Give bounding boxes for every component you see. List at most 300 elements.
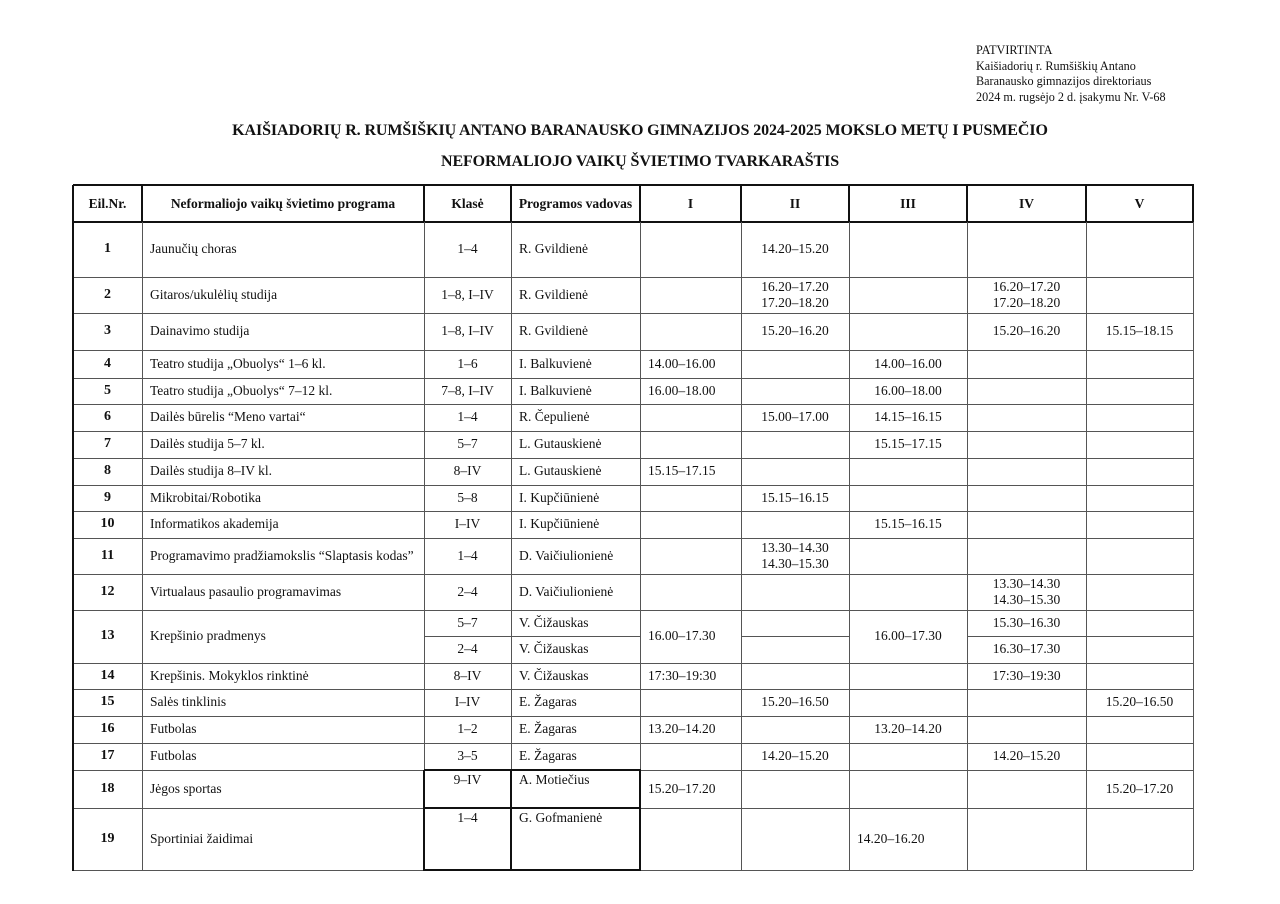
class-range-text: 1–4	[457, 810, 478, 825]
column-header-class	[424, 185, 511, 222]
day-v-time	[1086, 808, 1193, 870]
day-ii-time	[741, 277, 849, 313]
program-leader	[511, 743, 640, 770]
day-i-time-text: 13.20–14.20	[648, 721, 716, 737]
day-ii-time	[741, 313, 849, 350]
day-iv-time	[967, 511, 1086, 538]
day-iii-time	[849, 538, 967, 574]
day-ii-time	[741, 378, 849, 404]
program-name-text: Futbolas	[150, 748, 197, 764]
day-i-time	[640, 770, 741, 808]
program-leader-text: I. Balkuvienė	[519, 382, 592, 398]
program-leader	[511, 716, 640, 743]
day-i-time	[640, 743, 741, 770]
program-leader-text: E. Žagaras	[519, 748, 577, 764]
program-name	[142, 485, 424, 511]
column-header-day-ii-text: II	[789, 196, 801, 211]
row-number	[73, 770, 142, 808]
table-rule	[73, 574, 1193, 575]
program-leader-text: I. Kupčiūnienė	[519, 516, 600, 532]
table-rule	[73, 184, 1194, 186]
table-rule	[73, 313, 1193, 314]
program-leader-text: V. Čižauskas	[519, 641, 589, 657]
day-ii-time	[741, 404, 849, 431]
table-rule	[73, 221, 1194, 223]
class-range	[424, 610, 511, 636]
class-range	[424, 511, 511, 538]
day-iii-time	[849, 313, 967, 350]
day-ii-time	[741, 743, 849, 770]
class-range-text: 1–6	[457, 355, 478, 371]
day-iii-time	[849, 716, 967, 743]
table-rule	[73, 538, 1193, 539]
row-number-text: 16	[100, 721, 115, 737]
row-number-text: 10	[100, 516, 115, 532]
day-v-time	[1086, 511, 1193, 538]
day-i-time	[640, 716, 741, 743]
row-number	[73, 808, 142, 870]
day-ii-time-text: 13.30–14.30 14.30–15.30	[761, 539, 829, 571]
program-name-text: Programavimo pradžiamokslis “Slaptasis kodas”	[150, 547, 414, 563]
program-name-text: Jėgos sportas	[150, 780, 222, 796]
row-number-text: 11	[100, 547, 115, 563]
day-i-time	[640, 431, 741, 458]
day-iii-time	[849, 277, 967, 313]
day-iii-time	[849, 689, 967, 716]
day-i-time	[640, 350, 741, 378]
day-i-time	[640, 222, 741, 277]
class-range-text: 2–4	[457, 583, 478, 599]
program-leader	[511, 511, 640, 538]
class-range	[424, 277, 511, 313]
day-iii-time	[849, 485, 967, 511]
program-leader	[511, 770, 640, 808]
day-i-time-text: 15.20–17.20	[648, 780, 716, 796]
program-name-text: Sportiniai žaidimai	[150, 830, 254, 846]
program-leader	[511, 574, 640, 610]
table-rule	[424, 769, 641, 771]
class-range	[424, 313, 511, 350]
day-iv-time-text: 15.30–16.30	[992, 614, 1061, 630]
program-name	[142, 458, 424, 485]
approval-block	[976, 43, 1166, 105]
day-ii-time	[741, 538, 849, 574]
program-leader-text: R. Čepulienė	[519, 409, 590, 425]
program-name	[142, 610, 424, 663]
class-range	[424, 636, 511, 663]
class-range	[424, 538, 511, 574]
class-range-text: I–IV	[454, 694, 481, 710]
program-name	[142, 743, 424, 770]
column-header-day-v	[1086, 185, 1193, 222]
program-name	[142, 277, 424, 313]
table-rule	[424, 636, 640, 637]
day-iv-time-text: 16.30–17.30	[992, 641, 1061, 657]
row-number	[73, 350, 142, 378]
table-rule	[740, 185, 742, 223]
day-iv-time	[967, 277, 1086, 313]
table-rule	[1192, 185, 1194, 223]
program-name	[142, 716, 424, 743]
day-ii-time	[741, 574, 849, 610]
class-range-text: 5–7	[457, 614, 478, 630]
row-number	[73, 511, 142, 538]
row-number-text: 5	[104, 382, 111, 398]
day-v-time	[1086, 277, 1193, 313]
day-iv-time	[967, 663, 1086, 689]
program-leader	[511, 636, 640, 663]
row-number	[73, 277, 142, 313]
program-leader	[511, 378, 640, 404]
table-rule	[73, 350, 1193, 351]
day-v-time	[1086, 716, 1193, 743]
day-v-time-text: 15.15–18.15	[1105, 323, 1174, 339]
class-range-text: 8–IV	[453, 463, 482, 479]
program-name	[142, 222, 424, 277]
day-v-time	[1086, 663, 1193, 689]
table-rule	[73, 431, 1193, 432]
table-rule	[424, 869, 641, 871]
day-iv-time	[967, 485, 1086, 511]
column-header-program	[142, 185, 424, 222]
table-rule	[73, 511, 1193, 512]
day-iv-time	[967, 716, 1086, 743]
day-ii-time-text: 14.20–15.20	[761, 241, 829, 257]
class-range-text: 1–4	[457, 547, 478, 563]
program-leader-text: V. Čižauskas	[519, 667, 589, 683]
table-rule	[73, 378, 1193, 379]
row-number-text: 2	[104, 286, 111, 302]
day-i-time	[640, 610, 741, 663]
day-iii-time	[849, 378, 967, 404]
table-rule	[639, 185, 641, 223]
day-v-time	[1086, 313, 1193, 350]
day-iv-time-text: 13.30–14.30 14.30–15.30	[992, 575, 1061, 607]
day-iv-time	[967, 404, 1086, 431]
row-number	[73, 574, 142, 610]
row-number-text: 8	[104, 463, 111, 479]
row-number	[73, 610, 142, 663]
class-range	[424, 350, 511, 378]
program-leader	[511, 808, 640, 870]
table-rule	[966, 185, 968, 223]
program-leader-text: L. Gutauskienė	[519, 463, 602, 479]
day-i-time	[640, 313, 741, 350]
table-rule	[73, 743, 1193, 744]
row-number-text: 19	[100, 830, 115, 846]
table-rule	[1193, 222, 1194, 870]
day-iv-time	[967, 689, 1086, 716]
day-iii-time-text: 14.15–16.15	[874, 409, 942, 425]
row-number-text: 15	[100, 694, 115, 710]
day-iii-time	[849, 610, 967, 663]
program-name-text: Dailės būrelis “Meno vartai“	[150, 409, 306, 425]
day-ii-time	[741, 808, 849, 870]
table-rule	[424, 807, 641, 809]
day-iii-time	[849, 222, 967, 277]
column-header-program-text: Neformaliojo vaikų švietimo programa	[170, 196, 396, 211]
program-name-text: Futbolas	[150, 721, 197, 737]
day-iv-time-text: 15.20–16.20	[992, 323, 1061, 339]
day-i-time-text: 16.00–18.00	[648, 382, 716, 398]
day-iv-time	[967, 222, 1086, 277]
row-number-text: 6	[104, 409, 111, 425]
class-range-text: 1–8, I–IV	[441, 286, 494, 302]
class-range-text: 5–7	[457, 436, 478, 452]
column-header-nr-text: Eil.Nr.	[88, 196, 127, 211]
column-header-day-iii-text: III	[900, 196, 916, 211]
table-rule	[849, 222, 850, 870]
day-iv-time	[967, 636, 1086, 663]
program-name-text: Mikrobitai/Robotika	[150, 489, 261, 505]
day-iii-time	[849, 350, 967, 378]
day-i-time	[640, 538, 741, 574]
program-leader	[511, 689, 640, 716]
row-number	[73, 431, 142, 458]
document-subtitle: NEFORMALIOJO VAIKŲ ŠVIETIMO TVARKARAŠTIS	[440, 153, 840, 170]
day-ii-time	[741, 222, 849, 277]
column-header-day-iii	[849, 185, 967, 222]
table-rule	[510, 185, 512, 223]
column-header-leader-text: Programos vadovas	[518, 196, 633, 211]
approval-line: 2024 m. rugsėjo 2 d. įsakymu Nr. V-68	[976, 89, 1166, 104]
program-name	[142, 538, 424, 574]
program-name-text: Krepšinis. Mokyklos rinktinė	[150, 667, 309, 683]
day-iii-time	[849, 743, 967, 770]
day-iii-time-text: 15.15–17.15	[874, 436, 942, 452]
day-i-time	[640, 404, 741, 431]
row-number	[73, 378, 142, 404]
table-rule	[639, 770, 641, 871]
program-name-text: Dailės studija 5–7 kl.	[150, 436, 265, 452]
approval-line: PATVIRTINTA	[976, 43, 1053, 57]
class-range	[424, 663, 511, 689]
day-ii-time-text: 16.20–17.20 17.20–18.20	[761, 278, 829, 310]
program-leader	[511, 222, 640, 277]
day-iv-time	[967, 458, 1086, 485]
table-rule	[73, 689, 1193, 690]
approval-line: Kaišiadorių r. Rumšiškių Antano	[976, 58, 1136, 73]
class-range	[424, 689, 511, 716]
class-range	[424, 222, 511, 277]
program-leader-text: R. Gvildienė	[519, 323, 588, 339]
day-iii-time	[849, 431, 967, 458]
row-number-text: 14	[100, 667, 115, 683]
program-name	[142, 431, 424, 458]
program-leader	[511, 663, 640, 689]
day-i-time	[640, 277, 741, 313]
program-name-text: Dailės studija 8–IV kl.	[150, 463, 272, 479]
day-i-time	[640, 511, 741, 538]
program-leader-text: I. Balkuvienė	[519, 355, 592, 371]
day-i-time	[640, 378, 741, 404]
class-range-text: 9–IV	[453, 772, 482, 787]
table-rule	[1086, 222, 1087, 870]
program-name-text: Teatro studija „Obuolys“ 7–12 kl.	[150, 382, 333, 398]
day-ii-time	[741, 689, 849, 716]
program-leader-text: E. Žagaras	[519, 694, 577, 710]
program-name-text: Salės tinklinis	[150, 694, 227, 710]
table-rule	[1085, 185, 1087, 223]
program-name-text: Jaunučių choras	[150, 241, 237, 257]
table-rule	[73, 716, 1193, 717]
row-number	[73, 538, 142, 574]
row-number	[73, 663, 142, 689]
row-number	[73, 689, 142, 716]
class-range	[424, 431, 511, 458]
program-leader	[511, 485, 640, 511]
day-i-time-text: 16.00–17.30	[648, 628, 716, 644]
class-range	[424, 770, 511, 808]
table-rule	[73, 277, 1193, 278]
day-v-time-text: 15.20–17.20	[1105, 780, 1174, 796]
class-range-text: 1–4	[457, 409, 478, 425]
row-number-text: 18	[100, 780, 115, 796]
program-leader-text: R. Gvildienė	[519, 241, 588, 257]
day-i-time-text: 14.00–16.00	[648, 355, 716, 371]
program-leader-text: E. Žagaras	[519, 721, 577, 737]
column-header-day-i-text: I	[687, 196, 694, 211]
day-v-time	[1086, 350, 1193, 378]
row-number-text: 3	[104, 323, 111, 339]
program-leader	[511, 404, 640, 431]
day-v-time	[1086, 458, 1193, 485]
program-name-text: Gitaros/ukulėlių studija	[150, 286, 278, 302]
day-iv-time	[967, 431, 1086, 458]
program-name	[142, 350, 424, 378]
day-iii-time-text: 15.15–16.15	[874, 516, 942, 532]
day-ii-time	[741, 485, 849, 511]
class-range	[424, 716, 511, 743]
program-name-text: Informatikos akademija	[150, 516, 279, 532]
row-number-text: 17	[100, 748, 115, 764]
day-ii-time	[741, 458, 849, 485]
table-rule	[741, 636, 849, 637]
row-number-text: 12	[100, 583, 115, 599]
day-i-time-text: 15.15–17.15	[648, 463, 716, 479]
class-range	[424, 378, 511, 404]
day-iv-time	[967, 574, 1086, 610]
column-header-nr	[73, 185, 142, 222]
day-iii-time-text: 16.00–18.00	[874, 382, 942, 398]
program-name	[142, 511, 424, 538]
day-iv-time-text: 16.20–17.20 17.20–18.20	[992, 278, 1061, 310]
class-range-text: 1–2	[457, 721, 478, 737]
table-rule	[72, 185, 74, 871]
program-leader-text: V. Čižauskas	[519, 614, 589, 630]
day-v-time	[1086, 404, 1193, 431]
day-i-time	[640, 485, 741, 511]
class-range-text: 7–8, I–IV	[441, 382, 494, 398]
day-iv-time	[967, 378, 1086, 404]
program-leader-text: A. Motiečius	[519, 772, 590, 787]
row-number	[73, 716, 142, 743]
day-iii-time	[849, 511, 967, 538]
program-leader-text: G. Gofmanienė	[519, 810, 603, 825]
row-number	[73, 485, 142, 511]
program-name	[142, 378, 424, 404]
day-iv-time	[967, 313, 1086, 350]
row-number	[73, 222, 142, 277]
class-range-text: 1–8, I–IV	[441, 323, 494, 339]
day-ii-time-text: 15.00–17.00	[761, 409, 829, 425]
day-ii-time-text: 14.20–15.20	[761, 748, 829, 764]
table-rule	[741, 222, 742, 870]
row-number-text: 9	[104, 489, 111, 505]
column-header-day-iv	[967, 185, 1086, 222]
day-iii-time-text: 13.20–14.20	[874, 721, 942, 737]
table-rule	[848, 185, 850, 223]
class-range	[424, 743, 511, 770]
approval-line: Baranausko gimnazijos direktoriaus	[976, 74, 1152, 89]
class-range-text: 1–4	[457, 241, 478, 257]
program-leader	[511, 610, 640, 636]
day-iv-time	[967, 538, 1086, 574]
day-v-time	[1086, 431, 1193, 458]
table-rule	[73, 404, 1193, 405]
day-iii-time	[849, 808, 967, 870]
day-iii-time	[849, 404, 967, 431]
day-v-time	[1086, 770, 1193, 808]
row-number	[73, 313, 142, 350]
day-iii-time	[849, 770, 967, 808]
day-ii-time-text: 15.20–16.50	[761, 694, 829, 710]
day-v-time	[1086, 485, 1193, 511]
program-name	[142, 404, 424, 431]
row-number	[73, 743, 142, 770]
day-i-time	[640, 574, 741, 610]
program-leader	[511, 277, 640, 313]
class-range	[424, 404, 511, 431]
program-leader	[511, 431, 640, 458]
class-range	[424, 808, 511, 870]
program-leader-text: D. Vaičiulionienė	[519, 583, 614, 599]
program-name-text: Krepšinio pradmenys	[150, 628, 266, 644]
program-name-text: Teatro studija „Obuolys“ 1–6 kl.	[150, 355, 326, 371]
program-leader	[511, 350, 640, 378]
day-ii-time	[741, 350, 849, 378]
day-iv-time	[967, 610, 1086, 636]
day-iv-time-text: 17:30–19:30	[992, 667, 1061, 683]
day-iii-time-text: 14.00–16.00	[874, 355, 942, 371]
program-name	[142, 574, 424, 610]
table-rule	[967, 636, 1193, 637]
day-ii-time-text: 15.15–16.15	[761, 489, 829, 505]
column-header-leader	[511, 185, 640, 222]
row-number-text: 1	[104, 241, 111, 257]
program-leader	[511, 538, 640, 574]
day-ii-time	[741, 716, 849, 743]
table-rule	[73, 610, 1193, 611]
row-number-text: 7	[104, 436, 111, 452]
class-range	[424, 458, 511, 485]
class-range-text: 8–IV	[453, 667, 482, 683]
row-number	[73, 458, 142, 485]
column-header-day-ii	[741, 185, 849, 222]
class-range-text: 2–4	[457, 641, 478, 657]
day-v-time	[1086, 574, 1193, 610]
program-leader-text: R. Gvildienė	[519, 286, 588, 302]
day-iii-time	[849, 663, 967, 689]
day-iii-time	[849, 458, 967, 485]
day-iv-time	[967, 808, 1086, 870]
day-iv-time	[967, 350, 1086, 378]
program-name	[142, 808, 424, 870]
program-name	[142, 313, 424, 350]
day-ii-time	[741, 770, 849, 808]
table-rule	[142, 222, 143, 870]
table-rule	[510, 770, 512, 871]
